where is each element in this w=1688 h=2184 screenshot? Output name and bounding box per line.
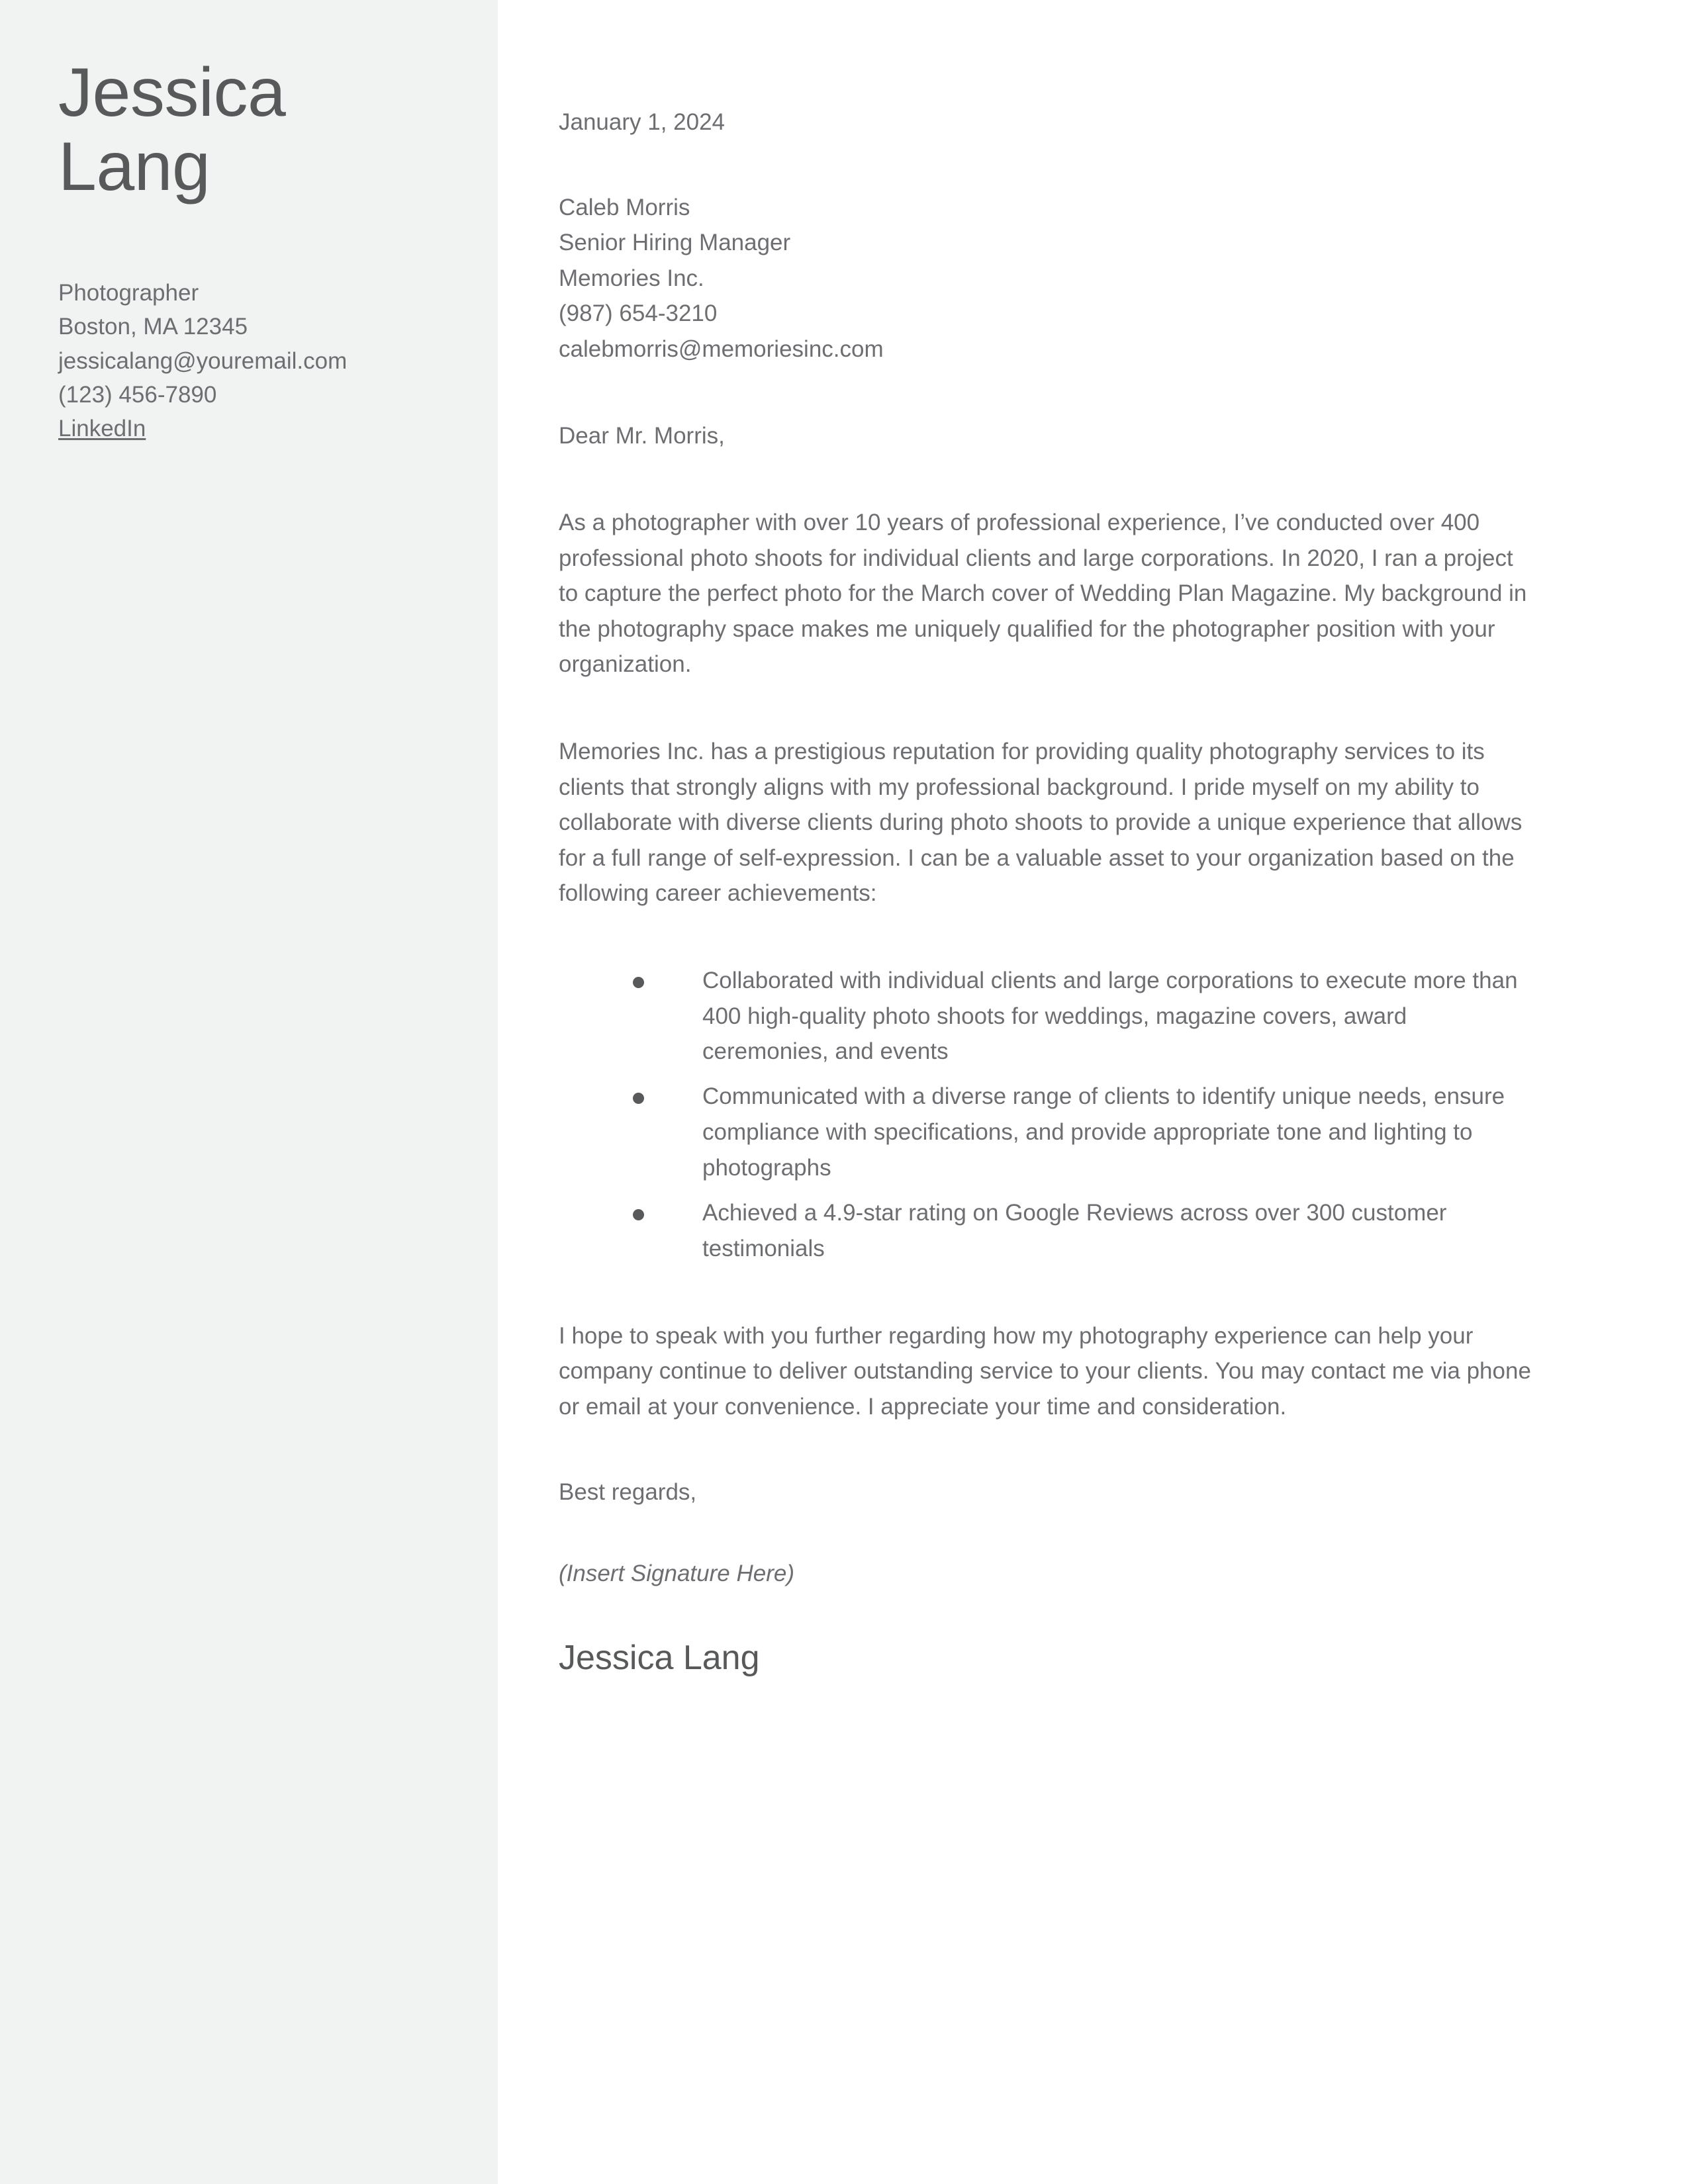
- achievement-text: Achieved a 4.9-star rating on Google Reviews across over 300 customer testimonials: [702, 1200, 1447, 1261]
- applicant-location: Boston, MA 12345: [58, 314, 248, 340]
- letter-date: January 1, 2024: [559, 109, 726, 135]
- sidebar: [0, 0, 498, 2184]
- recipient-phone: (987) 654-3210: [559, 300, 718, 327]
- list-item: [633, 1079, 1537, 1186]
- list-item: [633, 963, 1537, 1070]
- bullet-icon: [633, 977, 644, 988]
- letter-body: [498, 0, 1688, 2184]
- bullet-icon: [633, 1209, 644, 1220]
- letter-paragraph-2: Memories Inc. has a prestigious reputation for providing quality photography services to its clients that strongly aligns with my professional background. I pride myself on my ability to collaborate with diverse clients during photo shoots to provide a unique experience that allows for a full range of self-expression. I can be a valuable asset to your organization based on the following career achievements:: [559, 738, 1523, 907]
- letter-paragraph-3: I hope to speak with you further regarding how my photography experience can help your company continue to deliver outstanding service to your clients. You may contact me via phone or email at your convenience. I appreciate your time and consideration.: [559, 1322, 1531, 1420]
- recipient-title: Senior Hiring Manager: [559, 230, 791, 256]
- applicant-name-heading: [58, 56, 451, 205]
- letter-salutation: Dear Mr. Morris,: [559, 423, 725, 449]
- achievement-text: Communicated with a diverse range of clients to identify unique needs, ensure compliance with specifications, and provide appropriate tone and lighting to photographs: [702, 1083, 1505, 1181]
- applicant-first-name: Jessica: [58, 54, 286, 131]
- signature-placeholder: (Insert Signature Here): [559, 1561, 794, 1587]
- recipient-name: Caleb Morris: [559, 194, 690, 220]
- applicant-phone: (123) 456-7890: [58, 381, 217, 408]
- recipient-company: Memories Inc.: [559, 265, 704, 291]
- applicant-contact-block: [58, 276, 451, 446]
- letter-closing: Best regards,: [559, 1479, 697, 1506]
- list-item: [633, 1195, 1537, 1267]
- bullet-icon: [633, 1093, 644, 1104]
- applicant-email: jessicalang@youremail.com: [58, 347, 348, 374]
- career-achievements-list: [559, 963, 1537, 1267]
- applicant-job-title: Photographer: [58, 279, 199, 306]
- recipient-address-block: [559, 190, 1537, 367]
- signature-name: Jessica Lang: [559, 1638, 760, 1677]
- applicant-last-name: Lang: [58, 128, 211, 206]
- letter-paragraph-1: As a photographer with over 10 years of professional experience, I’ve conducted over 400 professional photo shoots for individual clients and large corporations. In 2020, I ran a project to capture the perfect photo for the March cover of Wedding Plan Magazine. My background in the photography space makes me uniquely qualified for the photographer position with your organization.: [559, 510, 1527, 678]
- achievement-text: Collaborated with individual clients and large corporations to execute more than 400 high-quality photo shoots for weddings, magazine covers, award ceremonies, and events: [702, 967, 1518, 1065]
- applicant-linkedin-link[interactable]: LinkedIn: [58, 416, 146, 442]
- recipient-email: calebmorris@memoriesinc.com: [559, 336, 884, 362]
